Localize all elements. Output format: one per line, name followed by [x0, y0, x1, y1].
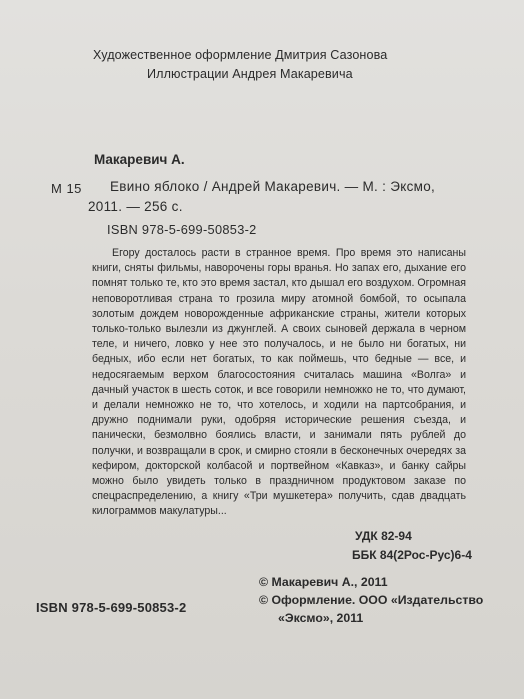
copyright-design-line2: «Эксмо», 2011: [278, 611, 364, 625]
art-design-credit: Художественное оформление Дмитрия Сазонова: [93, 48, 388, 62]
isbn-bottom: ISBN 978-5-699-50853-2: [36, 600, 187, 615]
catalog-author: Макаревич А.: [94, 152, 185, 167]
bbk-code: ББК 84(2Рос-Рус)6-4: [352, 548, 472, 562]
annotation-block: [92, 246, 466, 520]
udc-code: УДК 82-94: [355, 529, 412, 543]
copyright-design-line1: © Оформление. ООО «Издательство: [259, 593, 484, 607]
catalog-code: М 15: [51, 181, 82, 196]
catalog-description-line2: 2011. — 256 с.: [88, 199, 183, 214]
copyright-author: © Макаревич А., 2011: [259, 575, 388, 589]
annotation-text: Егору досталось расти в странное время. Про время это написаны книги, сняты фильмы, наворочены горы вранья. Но запах его, дыхание его помнят только те, кто это время застал, кто дышал его воздухом. Огромная неповоротливая страна то грозила миру атомной бомбой, то осыпала золотым дождем новорожденные африканские страны, жители которых только-только вылезли из джунглей. А своих сыновей держала в черном теле, и ничего, ловко у нее это получалось, и не было ни богатых, ни бедных, ибо если нет богатых, то как поймешь, что бедные — все, и недосягаемым верхом благосостояния считалась машина «Волга» и дачный участок в шесть соток, и все говорили немножко не то, что думают, и делали немножко не то, что хотелось, и ходили на партсобрания, и дружно поднимали руки, одобряя исторические решения съезда, и панически, безмолвно боялись власти, и занимали пять рублей до получки, и возвращали в срок, и смирно стояли в бесконечных очередях за кефиром, докторской колбасой и портвейном «Кавказ», и банку сайры можно было увидеть только в праздничном продуктовом заказе по спецраспределению, а книгу «Три мушкетера» получить, сдав двадцать килограммов макулатуры...: [92, 247, 466, 518]
catalog-isbn: ISBN 978-5-699-50853-2: [107, 222, 257, 237]
catalog-description-line1: Евино яблоко / Андрей Макаревич. — М. : Эксмо,: [110, 179, 436, 194]
illustrations-credit: Иллюстрации Андрея Макаревича: [147, 67, 353, 81]
